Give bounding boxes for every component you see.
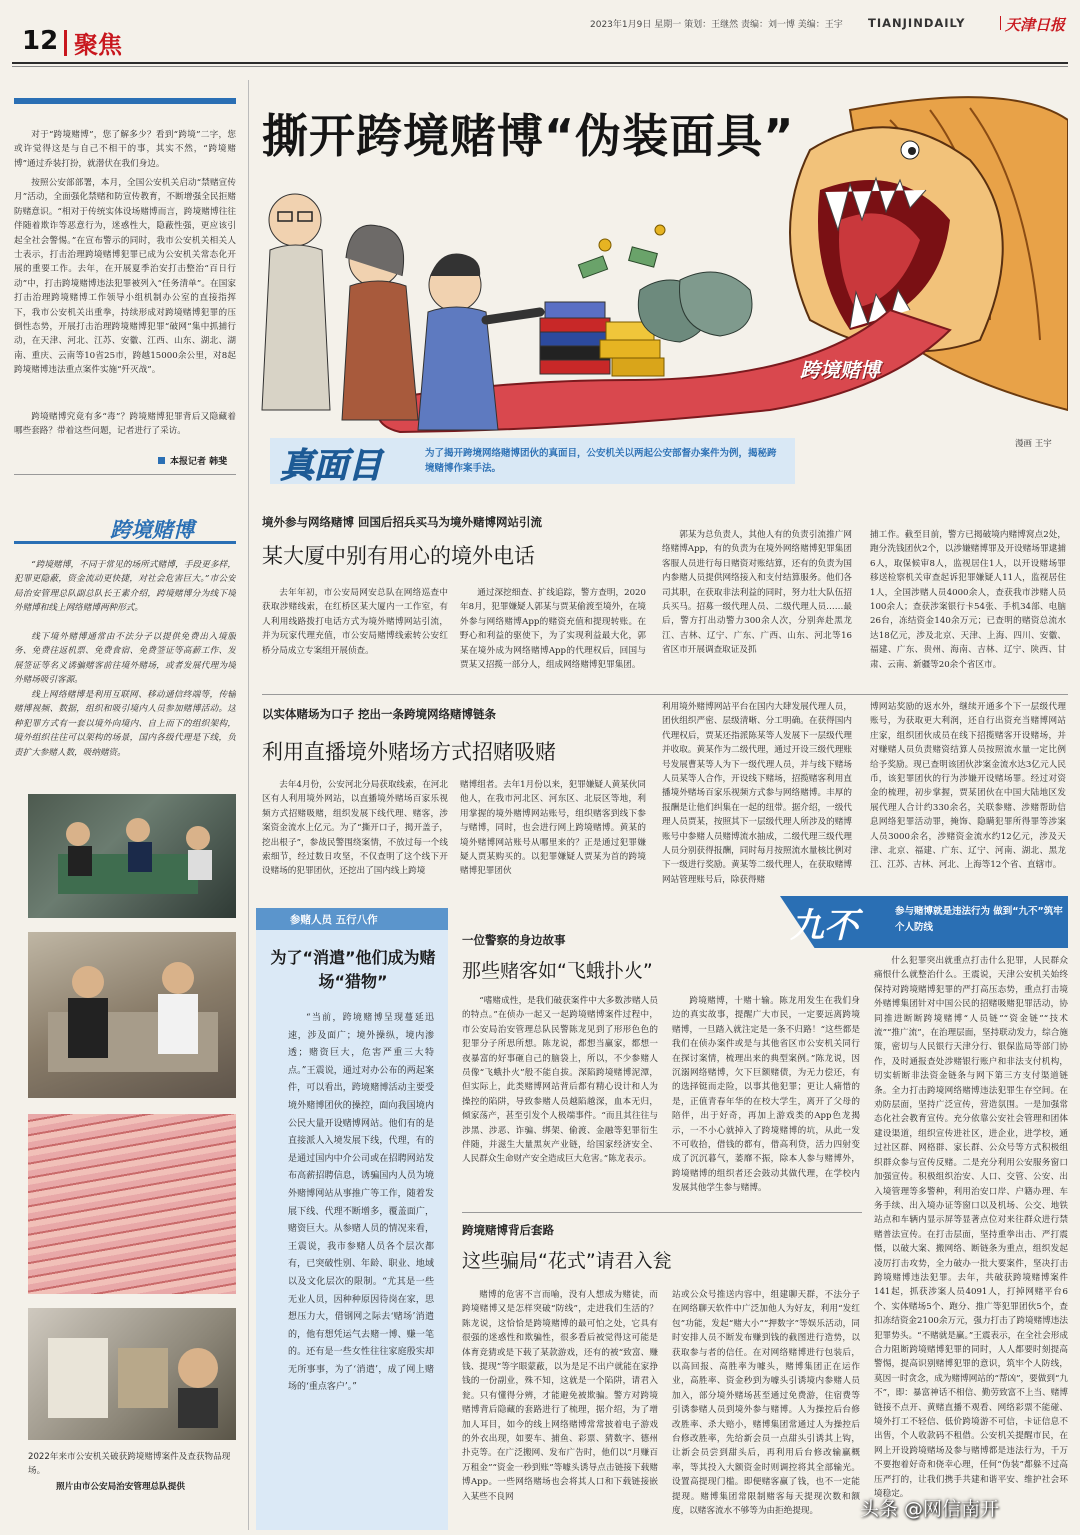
newspaper-logo: 天津日报 [1005, 16, 1066, 34]
photo-raid-scene-2 [28, 932, 236, 1098]
article4-subtitle: 一位警察的身边故事 [462, 933, 566, 947]
intro-bottom-rule [14, 474, 236, 475]
gambling-chips [540, 302, 610, 374]
photo-seized-cash [28, 1114, 236, 1294]
intro-paragraph-2: 按照公安部部署，本月，全国公安机关启动“禁赌宣传月”活动，全面强化禁赌和防宣传教育，不断增强全民拒赌防赌意识。“相对于传统实体设场赌博而言，跨境赌博往往伴随着欺诈等恶意行为，迷惑性大，隐蔽性强，更应该引起全社会警惕。”在宣布警示的同时，我市公安机关相关人士表示，打击治理跨境赌博犯罪已成为公安机关常态化开展的重要工作。去年，在开展夏季治安打击整治“百日行动”中，打击跨境赌博违法犯罪被列入“任务清单”。在国家打击治理跨境赌博工作领导小组机制办公室的直接指挥下，我市公安机关出重拳，持续形成对跨境赌博犯罪的压倒性态势，开展打击治理跨境赌博犯罪“破网”集中抓捕行动，在天津、河北、江苏、安徽、江西、山东、湖北、湖南、重庆、云南等10省25市，跨越15000余公里，对8起跨境赌博违法重点案件实施“歼灭战”。 [14, 178, 236, 376]
section-divider [64, 30, 67, 56]
cartoon-svg [250, 80, 1068, 460]
intro-topbar [14, 98, 236, 104]
article4-title: 那些赌客如“飞蛾扑火” [462, 960, 653, 982]
article1-col4: 捕工作。截至目前，警方已揭破境内赌博窝点2处，跑分洗钱团伙2个，以涉嫌赌博罪及开设赌场罪逮捕6人，取保候审8人，监视居住1人，以开设赌场罪移送检察机关审查起诉犯罪嫌疑人11人，监视居住1人，全国涉赌人员4000余人，查获我市涉赌人员100余人；查获涉案银行卡54张、手机34部、电脑26台，冻结资金140余万元；已查明的赌资总流水达18亿元，涉及北京、天津、上海、四川、安徽、福建、广东、贵州、海南、吉林、辽宁、陕西、甘肃、云南、新疆等20余个省区市。 [870, 530, 1066, 670]
side-text-3: 线上网络赌博是利用互联网、移动通信终端等，传输赌博视频、数据，组织和吸引境内人员参加赌博活动。这种犯罪方式有一套以境外向境内、自上而下的组织架构，境外组织往往可以架构的场景，国内各级代理是下线，负责扩大参赌人数，吸纳赌资。 [14, 690, 236, 758]
logo-divider [1000, 16, 1001, 30]
article5-subtitle: 跨境赌博背后套路 [462, 1223, 554, 1237]
intro-paragraph-1: 对于“跨境赌博”，您了解多少？看到“跨境”二字，您或许觉得这是与自己不相干的事，其实不然，“跨境赌博”通过乔装打扮，就潜伏在我们身边。 [14, 130, 236, 169]
cartoon-illustration [250, 80, 1068, 460]
article2-subtitle: 以实体赌场为口子 挖出一条跨境网络赌博链条 [262, 707, 497, 721]
person-woman [342, 225, 418, 420]
photo-1-shapes [28, 794, 236, 918]
section-rule-2 [462, 1212, 862, 1213]
masthead-rule-thin [12, 66, 1068, 67]
article1-col3: 郭某为总负责人，其他人有的负责引流推广网络赌博App，有的负责为在境外网络赌博犯罪集团客服人员进行每日赌资对账结算，还有的负责为国内参赌人员提供网络接入和支付结算服务。他们各司其职，在获取非法利益的同时，努力壮大队伍招兵买马。招募一级代理人员、二级代理人员……最后，警方打出动警力300余人次，分别奔赴黑龙江、吉林、辽宁、广东、广西、山东、河北等16省区市开展调查取证及抓 [662, 530, 852, 656]
article3-text: “当前，跨境赌博呈现蔓延迅速，涉及面广；境外操纵，境内渗透；赌资巨大，危害严重三大特点。”王震说，通过对办公布的两起案件，可以看出，跨境赌博活动主要受境外赌博团伙的操控，面向我国境内公民大量开设赌博网站。他们有的是直接派人入境发展下线，代理，有的是通过国内中介公司或在招聘网站发布高薪招聘信息，诱骗国内人员为境外赌博网站从事推广等工作，随着发展下线、代理不断增多，覆盖面广，赌资巨大。从参赌人员的情况来看，王震说，我市参赌人员各个层次都有，已突破性别、年龄、职业、地域以及文化层次的限制。“尤其是一些无业人员，因种种原因待岗在家，思想压力大，借钢网之际去‘赌场’消遣的，他有想凭运气去赌一博、赚一笔的。还有是一些女性往往家庭殷实却无所事事，为了‘消遣’，成了网上赌场的‘重点客户’。” [288, 1013, 434, 1393]
article2-col4: 博网站奖励的返水外，继续开通多个下一层级代理账号，为获取更大利润，还自行出资充当赌博网站庄家，组织团伙成员在线下招揽赌客开设赌场，并对赚赌人员负责赌资结算人员按照流水量一定比例给予奖励。现已查明该团伙涉案金流水达3亿元人民币，该犯罪团伙的行为涉嫌开设赌场罪。经过对资金的梳理，初步掌握，贾某团伙在中国大陆地区发展代理人合计约330余名，关联参赌、涉赌帮助信息网络犯罪活动罪，掩饰、隐瞒犯罪所得罪等涉案人员3000余名，涉赌资金流水约12亿元，涉及天津、北京、福建、广东、辽宁、河南、湖北、黑龙江、江苏、吉林、河北、上海等12个省、直辖市。 [870, 702, 1066, 871]
person-man-left [262, 194, 330, 410]
photo-credit: 照片由市公安局治安管理总队提供 [56, 1482, 185, 1492]
article4-col1: “嗜赌成性，是我们破获案件中大多数涉赌人员的特点。”在侦办一起又一起跨境赌博案件过程中，市公安局治安管理总队民警陈龙见到了形形色色的犯罪分子所思所想。陈龙说，都想当赢家，都想一夜暴富的好事砸自己的脑袋上，所以，不少参赌人员像“飞蛾扑火”般不能自拔。深陷跨境赌博泥潭，但实际上，此类赌博网站背后都有精心设计和人为操控的陷阱，导致参赌人员越陷越深，血本无归，倾家荡产，甚至引发个人极端事件。“而且其往往与涉黑、涉恶、诈骗、绑架、偷渡、金融等犯罪衍生伴随，并滋生大量黑灰产业链，给国家经济安全、人民群众生命财产安全造成巨大危害。”陈龙表示。 [462, 996, 658, 1165]
article4-col2: 跨境赌博，十赌十输。陈龙用发生在我们身边的真实故事，提醒广大市民，一定要远离跨境赌博，一旦踏入就注定是一条不归路！“这些都是我们在侦办案件或是与其他省区市公安机关同行在探讨案情，梳理出来的典型案例。”陈龙说，因沉溺网络赌博，欠下巨额赌债，为无力偿还，有的选择铤而走险，以事其他犯罪；更让人痛惜的是，正值青春年华的在校大学生，离开了父母的陪伴，出于好奇，再加上游戏类的App色龙揭示，一不小心就掉入了跨境赌博的坑，从此一发不可收拾，借钱的都有，借高利贷，活力四射变成了沉沉暮气，萎靡不振，除本人参与赌博外，跨境赌博的组织者还会鼓动其做代理，在学校内发展其他学生参与赌博。 [672, 996, 860, 1194]
article2-col3: 利用境外赌博网站平台在国内大肆发展代理人员，团伙组织严密、层级清晰、分工明确。在获得国内代理权后，贾某还指派陈某等人发展下一层级代理并收取。黄某作为二级代理，通过开设三级代理账号发展曹某等人为下一级代理人员，并与线下赌场人员某等人合作，开设线下赌场，招揽赌客利用直播境外赌场百家乐视频方式参与网络赌博。丰厚的报酬是让他们纠集在一起的纽带。据介绍，一级代理人员贾某，按照其下一层级代理人所涉及的赌博账号中参赌人员赌博流水抽成，二级代理三级代理人员分别获得报酬，同时每月按照流水量核比例对下一级进行奖励。黄某等二级代理人，在获取赌博网站管理账号后，除获得赌 [662, 702, 852, 885]
issue-meta: 2023年1月9日 星期一 策划：王继然 责编：刘一博 美编：王宇 [590, 20, 843, 30]
column-divider-left [248, 80, 249, 1530]
article5-title: 这些骗局“花式”请君入瓮 [462, 1250, 672, 1272]
watermark: 头条 @网信南开 [860, 1498, 1000, 1520]
article2-title: 利用直播境外赌场方式招赌吸赌 [262, 740, 556, 764]
page-number: 12 [22, 26, 59, 56]
article1-col2: 通过深挖细查、扩线追踪，警方查明，2020年8月，犯罪嫌疑人郭某与贾某偷渡至境外，在境外参与网络赌博App的赌资充值和提现转账。在野心和利益的驱使下，为了实现利益最大化，郭某在境外成为网络赌博App的代理权后，回国与贾某又招揽一部分人，组成网络赌博犯罪集团。 [460, 588, 646, 671]
byline-marker [158, 457, 165, 464]
money-bags [638, 272, 752, 342]
article3-title: 为了“消遣”他们成为赌场“猎物” [270, 948, 436, 991]
byline: 本报记者 韩斐 [170, 457, 228, 467]
article2-col1: 去年4月份，公安河北分局获取线索，在河北区有人利用境外网站，以直播境外赌场百家乐视频方式招赌吸赌，组织发展下线代理、赌客，涉案资金流水上亿元。为了“撕开口子，揭开盖子，挖出根子”，参战民警围绕案情，不放过每一个线索细节，经过数日攻坚，不仅查明了这个线下开设赌场的犯罪团伙，还挖出了国内线上跨境 [262, 780, 448, 877]
flying-banknotes [578, 225, 665, 278]
photo-4-shapes [28, 1308, 236, 1440]
article5-col1: 赌博的危害不言而喻，没有人想成为赌徒，而跨境赌博又是怎样突破“防线”，走进我们生活的？陈龙说，这恰恰是跨境赌博的最可怕之处，它具有很强的迷惑性和欺骗性，很多看后被觉得这可能是体育竞猜或是下载了某款游戏，还有的被“致富、赚钱、提现”等字眼蒙蔽，以为是足不出户就能在家挣钱的一份副业，殊不知，这就是一个陷阱，请君入瓮。只有懂得分辨，才能避免被欺骗。警方对跨境赌博背后隐藏的套路进行了梳理，据介绍，为了增加人耳目，如今的线上网络赌博常常披着电子游戏的外衣出现，如要车、捕鱼、彩票、猜数字、德州扑克等。在广泛搬网、发布广告时，他们以“月赚百万租金”“资金一秒到账”等噱头诱导点击链接下载赌博App。一些网络赌场也会将其人口和下载链接嵌入某些不良网 [462, 1290, 658, 1502]
article1-subtitle: 境外参与网络赌博 回国后招兵买马为境外赌博网站引流 [262, 515, 543, 529]
side-tag: 跨境赌博 [110, 518, 194, 542]
masthead-rule [12, 62, 1068, 64]
cartoon-credit: 漫画 王宇 [1015, 439, 1052, 449]
article5-col3: 什么犯罪突出就重点打击什么犯罪，人民群众痛恨什么就整治什么。王震说，天津公安机关始终保持对跨境赌博犯罪的严打高压态势，重点打击境外赌博集团针对中国公民的招赌吸赌犯罪活动，协同推进断断跨境赌博“人员链”“资金链”“技术流”“推广流”，在治理层面，坚持联动发力，综合施策，密切与人民银行天津分行、银保监局等部门协作，及时通报查处涉赌银行账户和非法支付机构，切实斩断非法资金链条与网下第三方支付渠道链条。全力打击跨境网络赌博违法犯罪生存空间。在劝防层面，坚持广泛宣传，营造氛围。一是加强常态化社会教育宣传。充分依靠公安社会管理和团体建设渠道，组织宣传进社区，进企业，进学校，通过社区群、网格群、家长群、公众号等方式积极组织群众参与宣传反赌。二是充分利用公安服务窗口加强宣传。积极组织治安、人口、交管、公安、出入境管理等多警种，利用治安口岸、户籍办理、车务手续、出入境办证等窗口以及机场、公交、地铁站点和车辆内显示屏等显著点位对来往群众进行禁赌普法宣传。在打击层面，坚持重拳出击、严打震慑，以破大案、搬网络、断链条为重点，组织发起凌厉打击攻势，全力破办一批大要案件，坚决打击跨境赌博违法犯罪。去年，共破获跨境赌博案件141起，抓获涉案人员4091人，打掉网赌平台6个、实体赌场5个、跑分、推广等犯罪团伙5个，查扣冻结资金2100余万元，强力打击了跨境赌博违法犯罪势头。“不赌就是赢。”王震表示，在全社会形成合力阻断跨境赌博犯罪的同时，人人都要时刻提高警惕，提高识别赌博犯罪的意识，筑牢个人防线，莫因一时贪念，成为赌博网站的“帮凶”，要做到“九不”，即：暴富神话不相信、勤劳致富不上当、赌博链接不点开、黄赌直播不观看、网络彩票不能碰、境外打工不轻信、低价跨境游不可信，卡证信息不出售，个人收款码不租借。公安机关提醒市民，在网上开设跨境赌场及参与赌博都是违法行为，千万不要抱着好奇和侥幸心理，任何“伪装”都躲不过高压严打的，让我们携手共建和谐平安、维护社会环境稳定。 [874, 956, 1068, 1500]
article3-box-head: 参赌人员 五行八作 [290, 914, 378, 926]
side-text-2: 线下境外赌博通常由不法分子以提供免费出入境服务、免费往返机票、免费食宿、免费签证等高薪工作、发展签证等名义诱骗赌客前往境外赌场，或者发展代理为境外赌场吸引客源。 [14, 632, 236, 686]
section-rule-1 [262, 694, 1068, 695]
article5-col2: 站或公众号推送内容中，组建聊天群，不法分子在网络聊天软件中广泛加他人为好友，利用“发红包”功能，发起“赌大小”“押数字”等娱乐活动，同时安排人员不断发布赚到钱的截图进行造势，以获取参与者的信任。在对网络赌博进行包装后，以高回报、高胜率为噱头，赌博集团正在运作业，高胜率、资金秒到为噱头引诱境内参赌人员加入，部分境外赌场甚至通过免费游，住宿费等引诱参赌人员到境外参与赌博。人为操控后台修改胜率、杀大赔小，赌博集团常通过人为操控后台修改胜率，先给新会员一点甜头引诱其上钩，让新会员尝到甜头后，再利用后台修改输赢概率，等其投入大额资金时则调控将其全部输光。设置高提现门槛。即便赌客赢了钱，也不一定能提现。赌博集团常限制赌客每天提现次数和额度，以赌客流水不够等为由拒绝提现。 [672, 1290, 860, 1517]
jiubu-description: 参与赌博就是违法行为 做到“九不”筑牢个人防线 [895, 906, 1063, 933]
photo-2-shapes [28, 932, 236, 1098]
photo-raid-scene-1 [28, 794, 236, 918]
jiubu-tag: 九不 [790, 906, 858, 946]
zhenmianmu-tag: 真面目 [280, 446, 382, 486]
daily-name: TIANJINDAILY [868, 16, 966, 30]
section-title: 聚焦 [74, 31, 122, 59]
banner-tag: 跨境赌博 [800, 358, 880, 382]
zhenmianmu-description: 为了揭开跨境网络赌博团伙的真面目，公安机关以两起公安部督办案件为例，揭秘跨境赌博作案手法。 [425, 448, 777, 474]
main-title: 撕开跨境赌博“伪装面具” [262, 109, 795, 163]
photo-caption: 2022年来市公安机关破获跨境赌博案件及查获物品现场。 [28, 1452, 231, 1476]
side-text-1: “跨境赌博，不同于常见的场所式赌博，手段更多样，犯罪更隐蔽，资金流动更快捷，对社会危害巨大。”市公安局治安管理总队副总队长王素介绍，跨境赌博分为线下境外赌博和线上网络赌博两种形式。 [14, 560, 236, 614]
photo-seized-items [28, 1308, 236, 1440]
intro-paragraph-3: 跨境赌博究竟有多“毒”？跨境赌博犯罪背后又隐藏着哪些套路？带着这些问题，记者进行了采访。 [14, 412, 236, 437]
article1-title: 某大厦中别有用心的境外电话 [262, 544, 535, 568]
article2-col2: 赌博组者。去年1月份以来，犯罪嫌疑人黄某伙同他人，在我市河北区、河东区、北辰区等地，利用掌握的境外赌博网站账号，组织赌客到线下参与赌博，同时，也会进行网上跨境赌博。黄某的境外赌博网站账号从哪里来的？正是通过犯罪嫌疑人贾某购买的。以犯罪嫌疑人贾某为首的跨境赌博犯罪团伙 [460, 780, 646, 877]
article1-col1: 去年年初，市公安局网安总队在网络巡查中获取涉赌线索，在红桥区某大厦内一工作室，有人利用线路拨打电话方式为境外赌博网站引流，并为玩家代理充值，市公安局赌博线索转公安红桥分局成立专案组开展侦查。 [262, 588, 448, 656]
